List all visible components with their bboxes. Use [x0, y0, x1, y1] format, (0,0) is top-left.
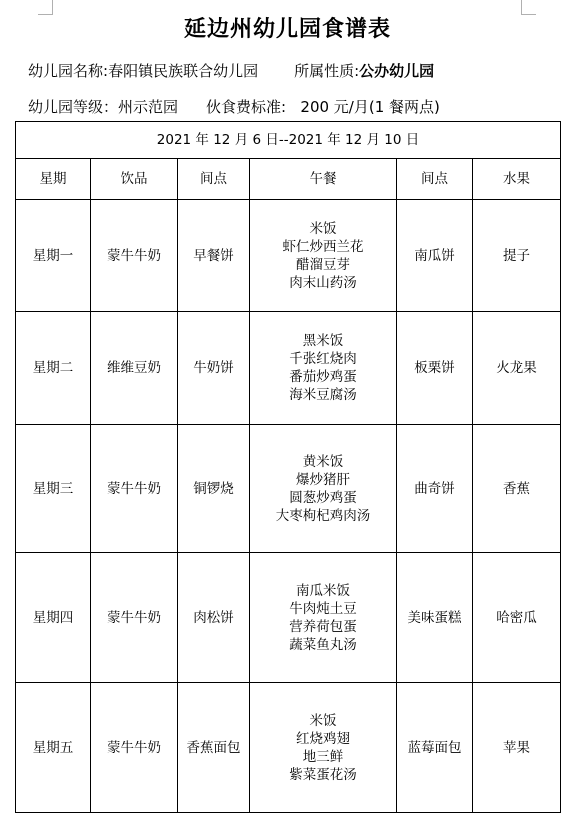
lunch-cell	[250, 553, 397, 683]
snack-afternoon-cell: 板栗饼	[397, 312, 473, 425]
snack-morning-cell: 早餐饼	[178, 200, 250, 312]
kindergarten-name-value: 春阳镇民族联合幼儿园	[108, 62, 259, 80]
table-row	[16, 683, 561, 813]
lunch-cell	[250, 200, 397, 312]
lunch-item: 大枣枸杞鸡肉汤	[275, 507, 371, 524]
lunch-item: 牛肉炖土豆	[289, 600, 357, 617]
lunch-item: 蔬菜鱼丸汤	[289, 636, 357, 653]
fruit-cell: 哈密瓜	[473, 553, 561, 683]
lunch-item: 黄米饭	[302, 453, 344, 470]
fee-label: 伙食费标准:	[206, 98, 287, 116]
drink-cell: 蒙牛牛奶	[91, 200, 178, 312]
lunch-item: 肉末山药汤	[289, 274, 357, 291]
snack-morning-cell: 肉松饼	[178, 553, 250, 683]
header-fruit: 水果	[473, 159, 561, 200]
snack-morning-cell: 香蕉面包	[178, 683, 250, 813]
weekday-cell: 星期一	[16, 200, 91, 312]
drink-cell: 蒙牛牛奶	[91, 553, 178, 683]
lunch-item: 米饭	[309, 220, 337, 237]
lunch-item: 醋溜豆芽	[296, 256, 350, 273]
header-snack-afternoon: 间点	[397, 159, 473, 200]
grade-value: 州示范园	[118, 98, 179, 116]
page-title: 延边州幼儿园食谱表	[183, 17, 391, 42]
table-row	[16, 312, 561, 425]
drink-cell: 维维豆奶	[91, 312, 178, 425]
nature-label: 所属性质:	[294, 62, 360, 80]
lunch-item: 海米豆腐汤	[289, 387, 357, 403]
snack-morning-cell: 铜锣烧	[178, 425, 250, 553]
lunch-item: 地三鲜	[302, 748, 344, 765]
nature-value: 公办幼儿园	[359, 62, 435, 80]
date-range-row	[16, 122, 561, 159]
lunch-item: 黑米饭	[302, 333, 344, 349]
weekday-cell: 星期二	[16, 312, 91, 425]
info-row-name	[28, 60, 434, 81]
info-row-grade	[28, 96, 440, 117]
header-lunch: 午餐	[250, 159, 397, 200]
lunch-item: 紫菜蛋花汤	[289, 766, 357, 783]
drink-cell: 蒙牛牛奶	[91, 425, 178, 553]
lunch-item: 红烧鸡翅	[296, 730, 350, 747]
drink-cell: 蒙牛牛奶	[91, 683, 178, 813]
lunch-item: 米饭	[309, 712, 337, 729]
fee-value: 200 元/月(1 餐两点)	[300, 98, 440, 116]
lunch-item: 圆葱炒鸡蛋	[289, 489, 357, 506]
lunch-item: 营养荷包蛋	[289, 618, 357, 635]
weekday-cell: 星期五	[16, 683, 91, 813]
lunch-item: 虾仁炒西兰花	[282, 238, 364, 255]
header-row	[16, 159, 561, 200]
table-row	[16, 425, 561, 553]
lunch-item: 爆炒猪肝	[296, 471, 350, 488]
snack-afternoon-cell: 曲奇饼	[397, 425, 473, 553]
snack-afternoon-cell: 蓝莓面包	[397, 683, 473, 813]
lunch-item: 番茄炒鸡蛋	[289, 369, 357, 385]
snack-afternoon-cell: 南瓜饼	[397, 200, 473, 312]
weekday-cell: 星期四	[16, 553, 91, 683]
header-snack-morning: 间点	[178, 159, 250, 200]
snack-afternoon-cell: 美味蛋糕	[397, 553, 473, 683]
fruit-cell: 香蕉	[473, 425, 561, 553]
lunch-cell	[250, 425, 397, 553]
snack-morning-cell: 牛奶饼	[178, 312, 250, 425]
date-range-cell: 2021 年 12 月 6 日--2021 年 12 月 10 日	[16, 122, 561, 159]
weekday-cell: 星期三	[16, 425, 91, 553]
lunch-item: 千张红烧肉	[289, 351, 357, 367]
header-weekday: 星期	[16, 159, 91, 200]
lunch-item: 南瓜米饭	[296, 582, 350, 599]
fruit-cell: 提子	[473, 200, 561, 312]
kindergarten-name-label: 幼儿园名称:	[28, 62, 109, 80]
table-row	[16, 200, 561, 312]
lunch-cell	[250, 312, 397, 425]
grade-label: 幼儿园等级：	[28, 98, 119, 116]
fruit-cell: 苹果	[473, 683, 561, 813]
lunch-cell	[250, 683, 397, 813]
fruit-cell: 火龙果	[473, 312, 561, 425]
menu-table	[15, 121, 561, 813]
table-row	[16, 553, 561, 683]
header-drink: 饮品	[91, 159, 178, 200]
